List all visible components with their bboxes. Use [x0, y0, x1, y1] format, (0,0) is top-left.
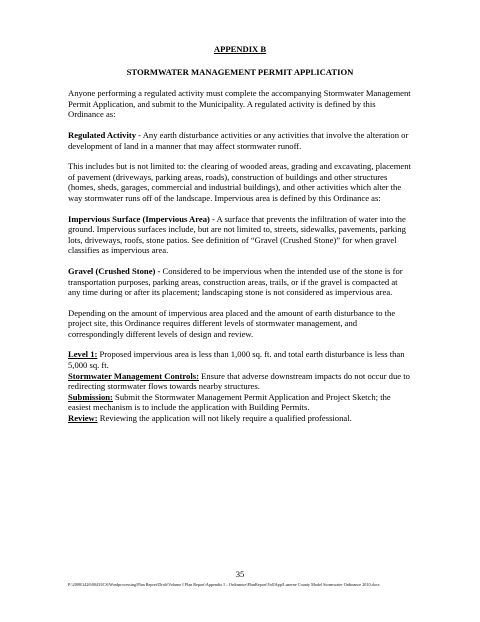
- level-1-term: Level 1:: [68, 349, 98, 360]
- page-number: 35: [235, 569, 245, 579]
- review-text: Reviewing the application will not likely require a qualified professional.: [97, 413, 352, 424]
- level-1-text: Proposed impervious area is less than 1,000 sq. ft. and total earth disturbance is less than 5,000 sq. ft.: [68, 349, 405, 371]
- permit-application-title: STORMWATER MANAGEMENT PERMIT APPLICATION: [126, 66, 354, 77]
- submission-term: Submission:: [68, 391, 113, 402]
- review-term: Review:: [68, 413, 98, 424]
- gravel-term: Gravel (Crushed Stone) -: [68, 265, 161, 276]
- gravel-definition: [68, 266, 412, 298]
- gravel-text: Considered to be impervious when the intended use of the stone is for transportation purposes, parking areas, construction areas, trails, or if the gravel is compacted at any time during or after its placement; landscaping stone is not considered as impervious area.: [68, 265, 403, 298]
- review-description: [68, 413, 412, 424]
- impervious-surface-term: Impervious Surface (Impervious Area): [68, 213, 210, 224]
- appendix-title: APPENDIX B: [213, 44, 267, 54]
- includes-paragraph: This includes but is not limited to: the clearing of wooded areas, grading and excavating, placement of pavement (driveways, parking areas, roads), construction of buildings and other structures (homes, sheds, garages, commercial and industrial buildings), and other activities which alter the way stormwater runs off of the landscape. Impervious area is defined by this Ordinance as:: [68, 161, 411, 203]
- submission-text: Submit the Stormwater Management Permit Application and Project Sketch; the easiest mechanism is to include the application with Building Permits.: [68, 391, 391, 413]
- footer-file-path: P:\2008\2426\0043\ICS\Wordprocessing\Plan Report\Draft\Volume I Plan Report\Appendix I – Ordinance\PlanReport\VolIApp\Luzerne County Model Stormwater Ordinance 2010.docx: [68, 582, 380, 587]
- regulated-activity-definition: [68, 130, 412, 151]
- regulated-activity-term: Regulated Activity: [68, 129, 137, 140]
- page-content: [68, 44, 412, 424]
- controls-description: [68, 371, 412, 392]
- submission-description: [68, 392, 412, 413]
- regulated-activity-text: - Any earth disturbance activities or any activities that involve the alteration or development of land in a manner that may affect stormwater runoff.: [68, 129, 409, 151]
- impervious-surface-text: - A surface that prevents the infiltration of water into the ground. Impervious surfaces include, but are not limited to, streets, sidewalks, pavements, parking lots, driveways, roofs, stone patios. See definition of “Gravel (Crushed Stone)” for when gravel classifies as impervious area.: [68, 213, 406, 256]
- intro-paragraph: Anyone performing a regulated activity must complete the accompanying Stormwater Management Permit Application, and submit to the Municipality. A regulated activity is defined by this Ordinance as:: [68, 88, 411, 120]
- controls-term: Stormwater Management Controls:: [68, 370, 199, 381]
- depending-paragraph: Depending on the amount of impervious area placed and the amount of earth disturbance to the project site, this Ordinance requires different levels of stormwater management, and correspondingly different levels of design and review.: [68, 307, 396, 339]
- impervious-surface-definition: [68, 214, 412, 256]
- controls-text: Ensure that adverse downstream impacts do not occur due to redirecting stormwater flows towards nearby structures.: [68, 370, 410, 392]
- level-1-description: [68, 349, 412, 370]
